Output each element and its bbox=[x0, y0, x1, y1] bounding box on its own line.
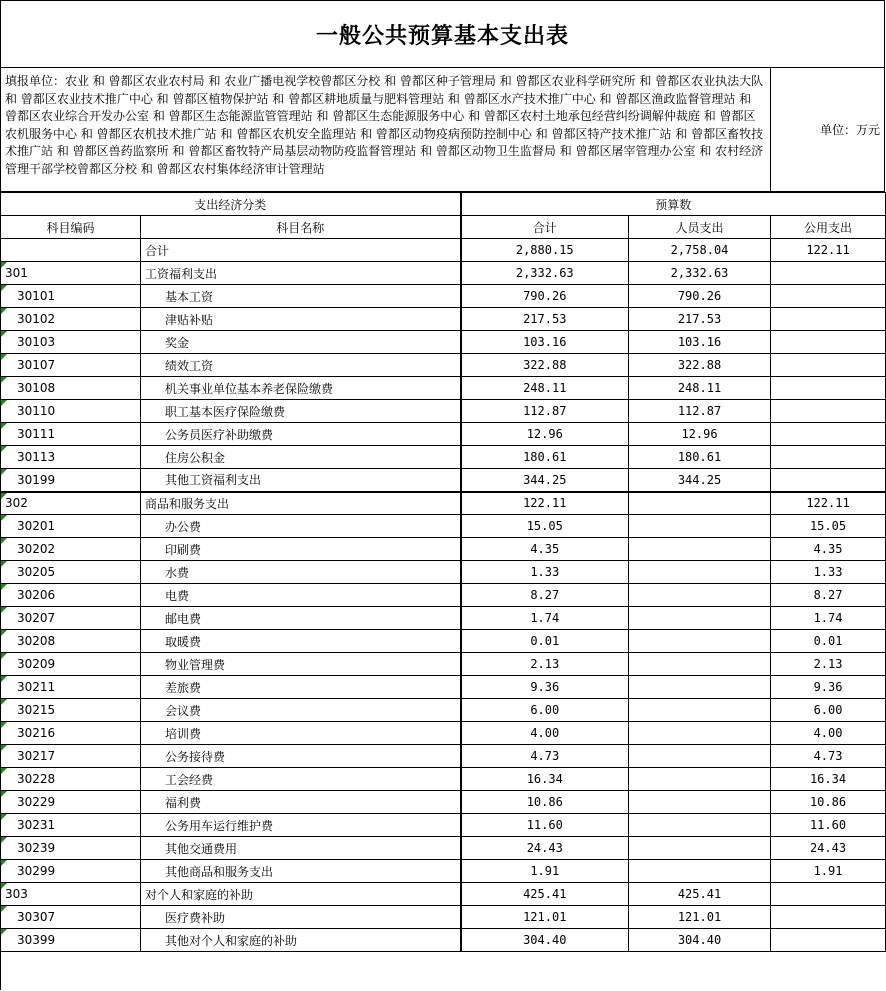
cell-total: 6.00 bbox=[461, 699, 629, 722]
cell-name: 其他对个人和家庭的补助 bbox=[141, 929, 461, 952]
cell-personnel bbox=[629, 538, 771, 561]
table-row bbox=[1, 722, 886, 745]
cell-total: 16.34 bbox=[461, 768, 629, 791]
cell-marker-icon bbox=[1, 906, 7, 912]
cell-marker-icon bbox=[1, 561, 7, 567]
cell-code: 30103 bbox=[1, 331, 141, 354]
table-row bbox=[1, 331, 886, 354]
cell-name: 公务用车运行维护费 bbox=[141, 814, 461, 837]
header-code: 科目编码 bbox=[1, 216, 141, 239]
cell-total: 12.96 bbox=[461, 423, 629, 446]
cell-code: 303 bbox=[1, 883, 141, 906]
table-row bbox=[1, 515, 886, 538]
cell-marker-icon bbox=[1, 377, 7, 383]
cell-personnel: 217.53 bbox=[629, 308, 771, 331]
cell-code: 30205 bbox=[1, 561, 141, 584]
table-row bbox=[1, 354, 886, 377]
cell-public: 11.60 bbox=[771, 814, 886, 837]
page-title: 一般公共预算基本支出表 bbox=[315, 22, 569, 49]
cell-total: 322.88 bbox=[461, 354, 629, 377]
cell-personnel bbox=[629, 584, 771, 607]
cell-code: 30102 bbox=[1, 308, 141, 331]
table-row bbox=[1, 400, 886, 423]
cell-code: 30201 bbox=[1, 515, 141, 538]
cell-public bbox=[771, 377, 886, 400]
cell-personnel: 180.61 bbox=[629, 446, 771, 469]
cell-marker-icon bbox=[1, 630, 7, 636]
cell-marker-icon bbox=[1, 929, 7, 935]
cell-total: 2,332.63 bbox=[461, 262, 629, 285]
cell-marker-icon bbox=[1, 837, 7, 843]
cell-personnel bbox=[629, 699, 771, 722]
cell-marker-icon bbox=[1, 469, 7, 475]
cell-total: 0.01 bbox=[461, 630, 629, 653]
table-row bbox=[1, 285, 886, 308]
table-row bbox=[1, 262, 886, 285]
table-row bbox=[1, 929, 886, 952]
cell-personnel: 103.16 bbox=[629, 331, 771, 354]
header-public: 公用支出 bbox=[771, 216, 886, 239]
cell-name: 绩效工资 bbox=[141, 354, 461, 377]
cell-public: 16.34 bbox=[771, 768, 886, 791]
cell-name: 差旅费 bbox=[141, 676, 461, 699]
cell-total: 1.91 bbox=[461, 860, 629, 883]
table-row bbox=[1, 630, 886, 653]
cell-name: 机关事业单位基本养老保险缴费 bbox=[141, 377, 461, 400]
cell-name: 基本工资 bbox=[141, 285, 461, 308]
cell-marker-icon bbox=[1, 446, 7, 452]
cell-total: 1.74 bbox=[461, 607, 629, 630]
cell-marker-icon bbox=[1, 653, 7, 659]
cell-personnel: 344.25 bbox=[629, 469, 771, 492]
cell-marker-icon bbox=[1, 262, 7, 268]
table-row bbox=[1, 469, 886, 492]
cell-public: 4.35 bbox=[771, 538, 886, 561]
cell-personnel: 2,332.63 bbox=[629, 262, 771, 285]
cell-public: 9.36 bbox=[771, 676, 886, 699]
cell-marker-icon bbox=[1, 768, 7, 774]
cell-marker-icon bbox=[1, 400, 7, 406]
cell-total: 8.27 bbox=[461, 584, 629, 607]
header-row-2 bbox=[1, 216, 886, 239]
cell-total: 10.86 bbox=[461, 791, 629, 814]
table-row bbox=[1, 538, 886, 561]
cell-public bbox=[771, 469, 886, 492]
table-row bbox=[1, 791, 886, 814]
cell-total: 112.87 bbox=[461, 400, 629, 423]
cell-public: 1.33 bbox=[771, 561, 886, 584]
cell-personnel bbox=[629, 837, 771, 860]
header-econ-class: 支出经济分类 bbox=[1, 193, 461, 216]
table-row bbox=[1, 607, 886, 630]
cell-code: 30217 bbox=[1, 745, 141, 768]
cell-marker-icon bbox=[1, 745, 7, 751]
cell-code: 30228 bbox=[1, 768, 141, 791]
cell-total: 15.05 bbox=[461, 515, 629, 538]
cell-total: 2,880.15 bbox=[461, 239, 629, 262]
cell-public bbox=[771, 400, 886, 423]
cell-total: 4.35 bbox=[461, 538, 629, 561]
cell-name: 水费 bbox=[141, 561, 461, 584]
cell-code: 30101 bbox=[1, 285, 141, 308]
cell-public: 10.86 bbox=[771, 791, 886, 814]
table-row bbox=[1, 860, 886, 883]
table-row bbox=[1, 814, 886, 837]
table-row bbox=[1, 745, 886, 768]
cell-code: 30239 bbox=[1, 837, 141, 860]
cell-personnel: 304.40 bbox=[629, 929, 771, 952]
table-row bbox=[1, 883, 886, 906]
cell-total: 304.40 bbox=[461, 929, 629, 952]
table-row bbox=[1, 699, 886, 722]
cell-name: 培训费 bbox=[141, 722, 461, 745]
cell-public bbox=[771, 308, 886, 331]
cell-public: 1.91 bbox=[771, 860, 886, 883]
cell-personnel bbox=[629, 515, 771, 538]
cell-total: 103.16 bbox=[461, 331, 629, 354]
table-row bbox=[1, 653, 886, 676]
cell-marker-icon bbox=[1, 285, 7, 291]
cell-public bbox=[771, 929, 886, 952]
title-row bbox=[1, 1, 885, 68]
cell-marker-icon bbox=[1, 814, 7, 820]
cell-code: 30307 bbox=[1, 906, 141, 929]
cell-public: 24.43 bbox=[771, 837, 886, 860]
cell-name: 工会经费 bbox=[141, 768, 461, 791]
cell-total: 180.61 bbox=[461, 446, 629, 469]
table-row bbox=[1, 492, 886, 515]
cell-code: 30399 bbox=[1, 929, 141, 952]
table-row bbox=[1, 446, 886, 469]
cell-total: 24.43 bbox=[461, 837, 629, 860]
cell-marker-icon bbox=[1, 722, 7, 728]
cell-code: 30206 bbox=[1, 584, 141, 607]
cell-marker-icon bbox=[1, 515, 7, 521]
cell-name: 其他商品和服务支出 bbox=[141, 860, 461, 883]
cell-code bbox=[1, 239, 141, 262]
cell-name: 对个人和家庭的补助 bbox=[141, 883, 461, 906]
header-budget: 预算数 bbox=[461, 193, 886, 216]
cell-marker-icon bbox=[1, 791, 7, 797]
cell-code: 30209 bbox=[1, 653, 141, 676]
cell-code: 30229 bbox=[1, 791, 141, 814]
cell-name: 取暖费 bbox=[141, 630, 461, 653]
cell-total: 4.00 bbox=[461, 722, 629, 745]
cell-personnel bbox=[629, 676, 771, 699]
table-row bbox=[1, 377, 886, 400]
cell-public bbox=[771, 446, 886, 469]
cell-marker-icon bbox=[1, 883, 7, 889]
cell-name: 奖金 bbox=[141, 331, 461, 354]
cell-public bbox=[771, 354, 886, 377]
header-name: 科目名称 bbox=[141, 216, 461, 239]
cell-total: 121.01 bbox=[461, 906, 629, 929]
cell-personnel bbox=[629, 860, 771, 883]
table-row bbox=[1, 308, 886, 331]
cell-total: 248.11 bbox=[461, 377, 629, 400]
cell-name: 印刷费 bbox=[141, 538, 461, 561]
cell-total: 425.41 bbox=[461, 883, 629, 906]
cell-marker-icon bbox=[1, 423, 7, 429]
cell-code: 30199 bbox=[1, 469, 141, 492]
cell-name: 医疗费补助 bbox=[141, 906, 461, 929]
cell-name: 会议费 bbox=[141, 699, 461, 722]
cell-personnel: 12.96 bbox=[629, 423, 771, 446]
cell-personnel: 112.87 bbox=[629, 400, 771, 423]
cell-marker-icon bbox=[1, 538, 7, 544]
header-total: 合计 bbox=[461, 216, 629, 239]
cell-name: 职工基本医疗保险缴费 bbox=[141, 400, 461, 423]
cell-personnel bbox=[629, 768, 771, 791]
cell-public bbox=[771, 906, 886, 929]
cell-personnel bbox=[629, 791, 771, 814]
table-row bbox=[1, 837, 886, 860]
table-body bbox=[1, 239, 886, 952]
cell-public bbox=[771, 285, 886, 308]
cell-marker-icon bbox=[1, 584, 7, 590]
cell-marker-icon bbox=[1, 676, 7, 682]
cell-total: 790.26 bbox=[461, 285, 629, 308]
cell-code: 30113 bbox=[1, 446, 141, 469]
unit-label: 单位：万元 bbox=[771, 68, 885, 191]
cell-name: 津贴补贴 bbox=[141, 308, 461, 331]
cell-public: 15.05 bbox=[771, 515, 886, 538]
cell-personnel bbox=[629, 607, 771, 630]
cell-code: 30231 bbox=[1, 814, 141, 837]
cell-total: 9.36 bbox=[461, 676, 629, 699]
table-row bbox=[1, 239, 886, 262]
cell-code: 30110 bbox=[1, 400, 141, 423]
cell-marker-icon bbox=[1, 860, 7, 866]
cell-code: 301 bbox=[1, 262, 141, 285]
cell-public bbox=[771, 423, 886, 446]
cell-total: 4.73 bbox=[461, 745, 629, 768]
cell-public: 4.00 bbox=[771, 722, 886, 745]
cell-total: 122.11 bbox=[461, 492, 629, 515]
cell-name: 邮电费 bbox=[141, 607, 461, 630]
cell-code: 30216 bbox=[1, 722, 141, 745]
cell-marker-icon bbox=[1, 607, 7, 613]
cell-name: 福利费 bbox=[141, 791, 461, 814]
cell-total: 344.25 bbox=[461, 469, 629, 492]
table-row bbox=[1, 423, 886, 446]
cell-public: 4.73 bbox=[771, 745, 886, 768]
cell-code: 30299 bbox=[1, 860, 141, 883]
cell-code: 30107 bbox=[1, 354, 141, 377]
cell-marker-icon bbox=[1, 699, 7, 705]
cell-name: 住房公积金 bbox=[141, 446, 461, 469]
cell-marker-icon bbox=[1, 331, 7, 337]
cell-public: 0.01 bbox=[771, 630, 886, 653]
cell-public: 122.11 bbox=[771, 239, 886, 262]
filler-unit-text: 填报单位：农业 和 曾都区农业农村局 和 农业广播电视学校曾都区分校 和 曾都区种子管理局 和 曾都区农业科学研究所 和 曾都区农业执法大队 和 曾都区农业技术推广中心 和 曾都区植物保护站 和 曾都区耕地质量与肥料管理站 和 曾都区水产技术推广中心 和 曾都区渔政监督管理站 和 曾都区农业综合开发办公室 和 曾都区生态能源监管管理站 和 曾都区生态能源服务中心 和 曾都区农村土地承包经营纠纷调解仲裁庭 和 曾都区农机服务中心 和 曾都区农机技术推广站 和 曾都区农机安全监理站 和 曾都区动物疫病预防控制中心 和 曾都区特产技术推广站 和 曾都区畜牧技术推广站 和 曾都区兽药监察所 和 曾都区畜牧特产局基层动物防疫监督管理站 和 曾都区动物卫生监督局 和 曾都区屠宰管理办公室 和 农村经济管理干部学校曾都区分校 和 曾都区农村集体经济审计管理站 bbox=[1, 68, 771, 191]
cell-name: 商品和服务支出 bbox=[141, 492, 461, 515]
cell-code: 30211 bbox=[1, 676, 141, 699]
cell-name: 公务接待费 bbox=[141, 745, 461, 768]
info-row bbox=[1, 68, 885, 192]
cell-name: 其他交通费用 bbox=[141, 837, 461, 860]
cell-public: 6.00 bbox=[771, 699, 886, 722]
cell-public: 1.74 bbox=[771, 607, 886, 630]
cell-personnel bbox=[629, 561, 771, 584]
cell-marker-icon bbox=[1, 308, 7, 314]
cell-name: 公务员医疗补助缴费 bbox=[141, 423, 461, 446]
cell-personnel bbox=[629, 814, 771, 837]
cell-public: 2.13 bbox=[771, 653, 886, 676]
cell-marker-icon bbox=[1, 354, 7, 360]
cell-personnel: 248.11 bbox=[629, 377, 771, 400]
table-row bbox=[1, 906, 886, 929]
cell-total: 217.53 bbox=[461, 308, 629, 331]
cell-code: 30208 bbox=[1, 630, 141, 653]
cell-code: 30215 bbox=[1, 699, 141, 722]
cell-public bbox=[771, 262, 886, 285]
cell-public bbox=[771, 883, 886, 906]
cell-name: 工资福利支出 bbox=[141, 262, 461, 285]
cell-code: 302 bbox=[1, 492, 141, 515]
cell-marker-icon bbox=[1, 493, 7, 499]
cell-code: 30202 bbox=[1, 538, 141, 561]
cell-personnel: 790.26 bbox=[629, 285, 771, 308]
cell-total: 11.60 bbox=[461, 814, 629, 837]
table-row bbox=[1, 561, 886, 584]
cell-personnel: 121.01 bbox=[629, 906, 771, 929]
cell-public: 122.11 bbox=[771, 492, 886, 515]
cell-personnel: 425.41 bbox=[629, 883, 771, 906]
table-row bbox=[1, 584, 886, 607]
cell-name: 其他工资福利支出 bbox=[141, 469, 461, 492]
table-row bbox=[1, 768, 886, 791]
cell-name: 办公费 bbox=[141, 515, 461, 538]
cell-code: 30207 bbox=[1, 607, 141, 630]
cell-public bbox=[771, 331, 886, 354]
cell-name: 电费 bbox=[141, 584, 461, 607]
cell-total: 2.13 bbox=[461, 653, 629, 676]
cell-personnel bbox=[629, 630, 771, 653]
cell-personnel: 322.88 bbox=[629, 354, 771, 377]
cell-personnel bbox=[629, 492, 771, 515]
cell-personnel bbox=[629, 722, 771, 745]
cell-code: 30111 bbox=[1, 423, 141, 446]
header-row-1 bbox=[1, 193, 886, 216]
cell-name: 合计 bbox=[141, 239, 461, 262]
cell-personnel: 2,758.04 bbox=[629, 239, 771, 262]
cell-public: 8.27 bbox=[771, 584, 886, 607]
cell-total: 1.33 bbox=[461, 561, 629, 584]
expenditure-table bbox=[0, 192, 886, 952]
header-personnel: 人员支出 bbox=[629, 216, 771, 239]
table-row bbox=[1, 676, 886, 699]
cell-personnel bbox=[629, 653, 771, 676]
cell-name: 物业管理费 bbox=[141, 653, 461, 676]
cell-code: 30108 bbox=[1, 377, 141, 400]
cell-personnel bbox=[629, 745, 771, 768]
